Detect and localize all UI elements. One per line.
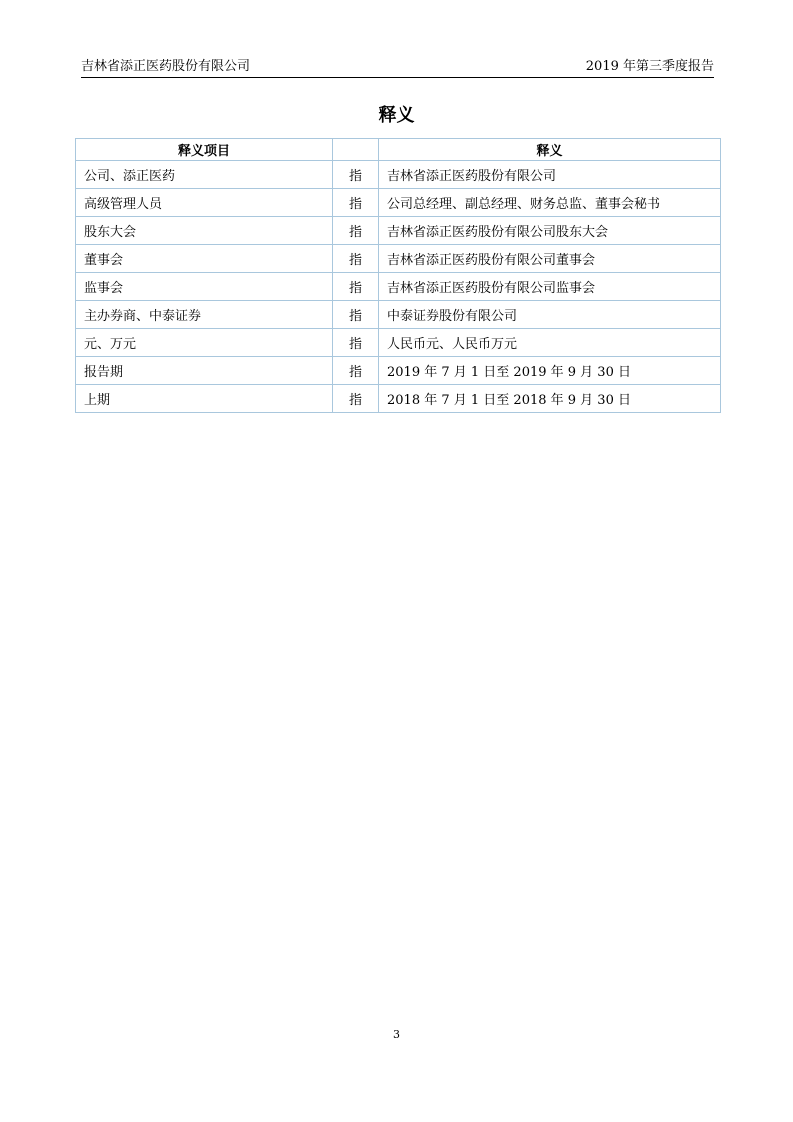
meaning-cell: 吉林省添正医药股份有限公司股东大会 bbox=[379, 217, 721, 245]
meaning-cell: 公司总经理、副总经理、财务总监、董事会秘书 bbox=[379, 189, 721, 217]
term-cell: 报告期 bbox=[76, 357, 333, 385]
header-report-title: 2019 年第三季度报告 bbox=[585, 59, 714, 74]
refers-cell: 指 bbox=[333, 273, 379, 301]
meaning-cell: 2018 年 7 月 1 日至 2018 年 9 月 30 日 bbox=[379, 385, 721, 413]
definitions-table bbox=[75, 138, 721, 413]
meaning-cell: 吉林省添正医药股份有限公司监事会 bbox=[379, 273, 721, 301]
table-row bbox=[76, 217, 721, 245]
table-row bbox=[76, 357, 721, 385]
table-row bbox=[76, 273, 721, 301]
refers-cell: 指 bbox=[333, 161, 379, 189]
table-header-row bbox=[76, 139, 721, 161]
term-cell: 董事会 bbox=[76, 245, 333, 273]
meaning-cell: 中泰证券股份有限公司 bbox=[379, 301, 721, 329]
column-header-term: 释义项目 bbox=[76, 139, 333, 161]
term-cell: 元、万元 bbox=[76, 329, 333, 357]
refers-cell: 指 bbox=[333, 301, 379, 329]
term-cell: 高级管理人员 bbox=[76, 189, 333, 217]
table-row bbox=[76, 385, 721, 413]
refers-cell: 指 bbox=[333, 189, 379, 217]
refers-cell: 指 bbox=[333, 217, 379, 245]
refers-cell: 指 bbox=[333, 357, 379, 385]
table-row bbox=[76, 189, 721, 217]
column-header-refers bbox=[333, 139, 379, 161]
header-company-name: 吉林省添正医药股份有限公司 bbox=[81, 59, 251, 74]
column-header-meaning: 释义 bbox=[379, 139, 721, 161]
meaning-cell: 吉林省添正医药股份有限公司董事会 bbox=[379, 245, 721, 273]
term-cell: 股东大会 bbox=[76, 217, 333, 245]
refers-cell: 指 bbox=[333, 245, 379, 273]
term-cell: 主办券商、中泰证券 bbox=[76, 301, 333, 329]
refers-cell: 指 bbox=[333, 385, 379, 413]
meaning-cell: 2019 年 7 月 1 日至 2019 年 9 月 30 日 bbox=[379, 357, 721, 385]
refers-cell: 指 bbox=[333, 329, 379, 357]
term-cell: 监事会 bbox=[76, 273, 333, 301]
table-row bbox=[76, 245, 721, 273]
page-number: 3 bbox=[393, 1028, 400, 1041]
meaning-cell: 人民币元、人民币万元 bbox=[379, 329, 721, 357]
meaning-cell: 吉林省添正医药股份有限公司 bbox=[379, 161, 721, 189]
table-row bbox=[76, 329, 721, 357]
page-header bbox=[81, 58, 714, 78]
section-title: 释义 bbox=[378, 105, 415, 126]
term-cell: 公司、添正医药 bbox=[76, 161, 333, 189]
table-row bbox=[76, 301, 721, 329]
table-row bbox=[76, 161, 721, 189]
term-cell: 上期 bbox=[76, 385, 333, 413]
